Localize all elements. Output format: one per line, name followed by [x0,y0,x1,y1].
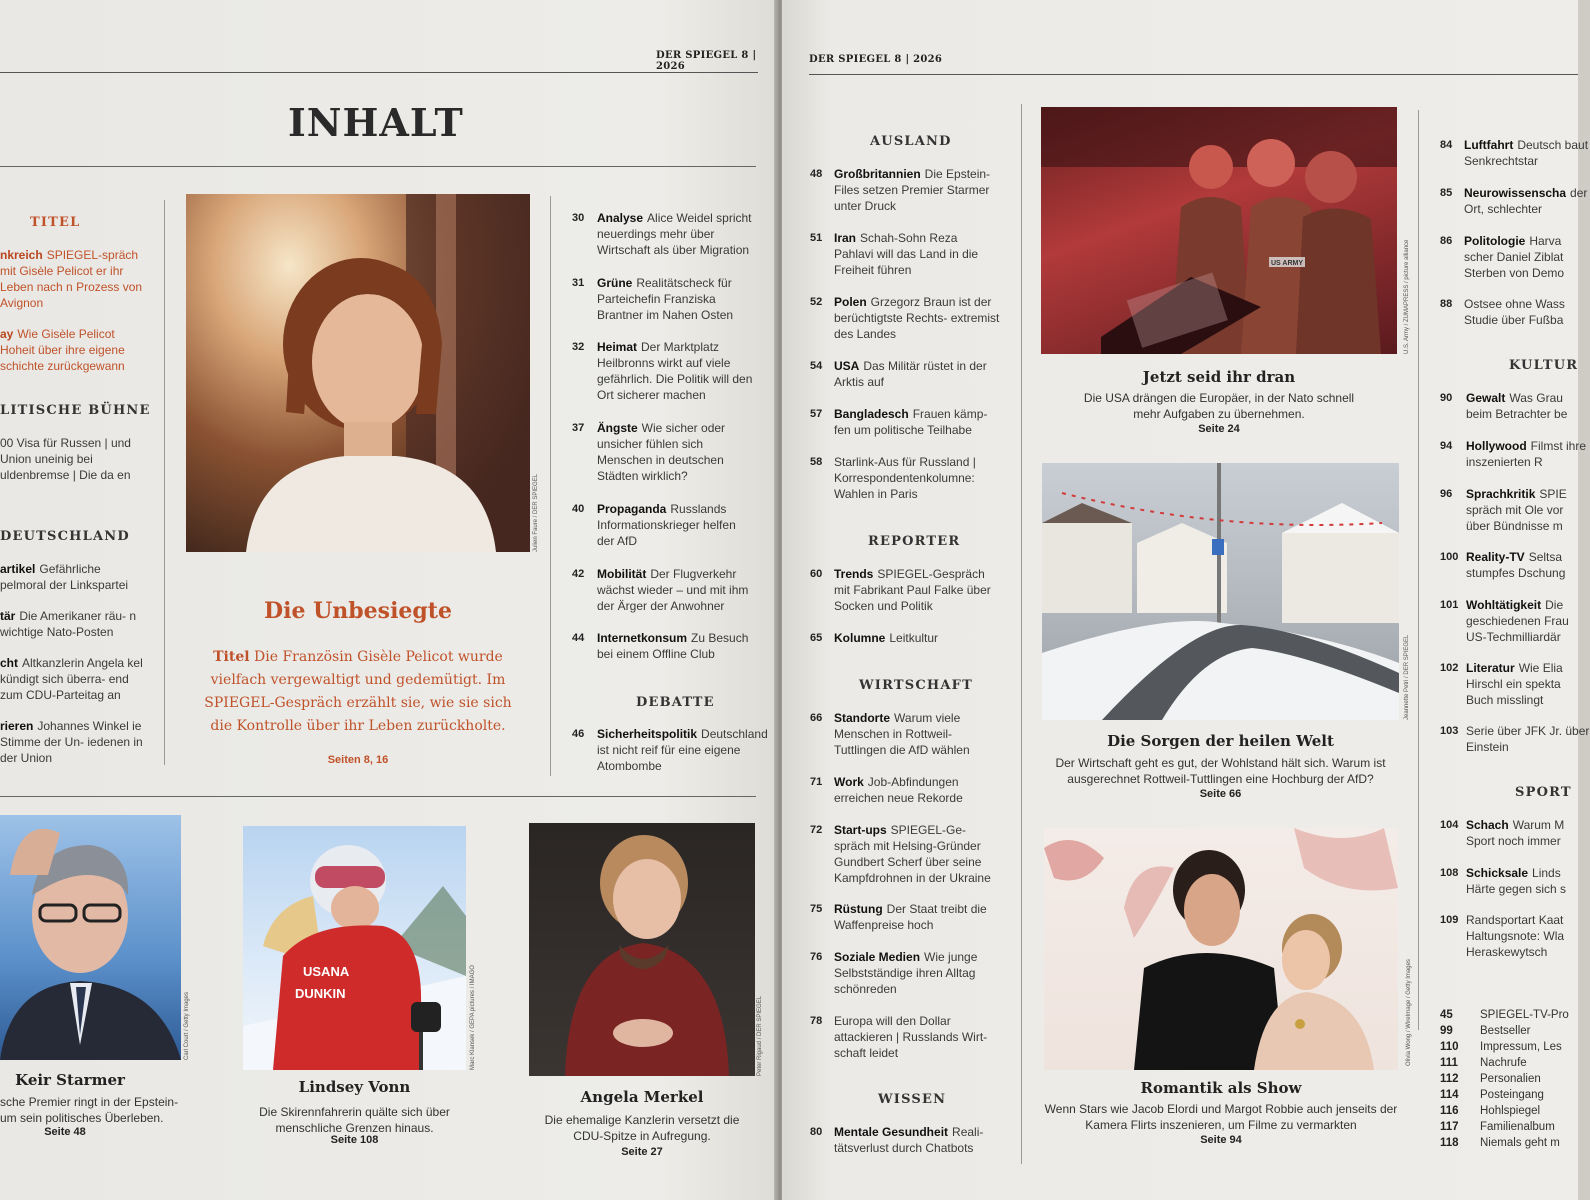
toc-entry-72[interactable]: 72 Start-ups SPIEGEL-Ge- spräch mit Helsing-Gründer Gundbert Scherf über seine Kampfdrohnen in der Ukraine [810,823,991,885]
vonn-illustration [243,826,466,1070]
rubrik-item[interactable]: 112 Personalien [1440,1073,1541,1085]
toc-entry-40[interactable]: 40 Propaganda Russlands Informationskrieger helfen der AfD [572,502,736,548]
toc-entry-76[interactable]: 76 Soziale Medien Wie junge Selbstständige ihren Alltag schönreden [810,950,978,996]
toc-entry-85[interactable]: 85 Neurowissenscha der Ort, schlechter [1440,186,1588,216]
photo3-text: Wenn Stars wie Jacob Elordi und Margot Robbie auch jenseits der Kamera Flirts inszenieren, um Filme zu vermarkten [1044,1102,1398,1132]
toc-entry-94[interactable]: 94 Hollywood Filmst ihre inszenierten R [1440,439,1587,469]
toc-entry-86[interactable]: 86 Politologie Harva scher Daniel Ziblat Sterben von Demo [1440,234,1565,280]
rubrik-item[interactable]: 111 Nachrufe [1440,1057,1527,1069]
section-reporter: REPORTER [868,534,961,549]
toc-entry-78[interactable]: 78 Europa will den Dollar attackieren | Russlands Wirt- schaft leidet [810,1014,988,1060]
buehne-entry[interactable]: 00 Visa für Russen | und Union uneinig bei uldenbremse | Die da en [0,436,131,482]
vonn-credit: Marc Klansek / GEPA pictures / IMAGO [470,965,476,1070]
column-rule-right-2 [1418,110,1419,1030]
vonn-jacket-usana: USANA [303,964,350,979]
vonn-name[interactable]: Lindsey Vonn [298,1078,411,1096]
hero-portrait-illustration [186,194,530,552]
toc-entry-54[interactable]: 54 USA Das Militär rüstet in der Arktis auf [810,359,987,389]
rubrik-item[interactable]: 116 Hohlspiegel [1440,1105,1541,1117]
left-page [0,0,778,1200]
toc-entry-101[interactable]: 101 Wohltätigkeit Die geschiedenen Frau US-Techmilliardär [1440,598,1569,644]
toc-entry-80[interactable]: 80 Mentale Gesundheit Reali- tätsverlust durch Chatbots [810,1125,984,1155]
merkel-credit: Peter Rigaud / DER SPIEGEL [757,995,763,1076]
toc-entry-44[interactable]: 44 Internetkonsum Zu Besuch bei einem Offline Club [572,631,749,661]
titel-entry-2[interactable]: ay Wie Gisèle Pelicot Hoheit über ihre eigene schichte zurückgewann [0,327,125,373]
starmer-illustration [0,815,181,1060]
toc-entry-102[interactable]: 102 Literatur Wie Elia Hirschl ein spekta Buch misslingt [1440,661,1563,707]
column-rule-right-1 [1021,104,1022,1164]
photo2-title[interactable]: Die Sorgen der heilen Welt [1107,732,1334,750]
toc-entry-58[interactable]: 58 Starlink-Aus für Russland | Korrespondentenkolumne: Wahlen in Paris [810,455,976,501]
section-sport: SPORT [1515,785,1572,800]
section-debatte: DEBATTE [636,695,715,710]
rubriken-list [1440,1007,1590,1151]
starmer-photo[interactable] [0,815,181,1060]
rubrik-item[interactable]: 99 Bestseller [1440,1025,1531,1037]
section-deutschland: DEUTSCHLAND [0,529,130,544]
hero-label: Titel [213,649,250,665]
title-rule [0,166,756,167]
toc-entry-32[interactable]: 32 Heimat Der Marktplatz Heilbronns wirkt auf viele gefährlich. Die Politik will den Ort sicherer machen [572,340,753,402]
column-rule-2 [550,196,551,776]
hero-photo[interactable] [186,194,530,552]
starmer-credit: Carl Court / Getty Images [184,991,190,1060]
toc-entry-60[interactable]: 60 Trends SPIEGEL-Gespräch mit Fabrikant Paul Falke über Socken und Politik [810,567,991,613]
photo2-page: Seite 66 [1199,788,1242,800]
hero-text: Die Französin Gisèle Pelicot wurde vielfach vergewaltigt und gedemütigt. Im SPIEGEL-Gespräch erzählt sie, wie sie sich die Kontrolle über ihr Leben zurückholte. [204,649,512,734]
toc-entry-46[interactable]: 46 Sicherheitspolitik Deutschland ist nicht reif für eine eigene Atombombe [572,727,768,773]
deutschland-entry-2[interactable]: tär Die Amerikaner räu- n wichtige Nato-Posten [0,609,137,639]
merkel-text: Die ehemalige Kanzlerin versetzt die CDU-Spitze in Aufregung. [544,1113,740,1143]
starmer-page: Seite 48 [44,1126,86,1138]
photo1-page: Seite 24 [1198,423,1240,435]
rubrik-item[interactable]: 114 Posteingang [1440,1089,1544,1101]
page-title: INHALT [288,100,464,145]
soldiers-photo[interactable] [1041,107,1397,354]
rubrik-item[interactable]: 45 SPIEGEL-TV-Pro [1440,1009,1569,1021]
section-politische-buehne: LITISCHE BÜHNE [0,403,151,418]
running-head-left: DER SPIEGEL 8 | 2026 [656,50,757,72]
couple-credit: Olivia Wong / WireImage / Getty Images [1406,959,1412,1066]
rubrik-item[interactable]: 118 Niemals geht m [1440,1137,1560,1149]
rubrik-item[interactable]: 110 Impressum, Les [1440,1041,1562,1053]
right-page [782,0,1590,1200]
hero-credit: Julien Faure / DER SPIEGEL [533,473,539,552]
toc-entry-37[interactable]: 37 Ängste Wie sicher oder unsicher fühlen sich Menschen in deutschen Städten wirklich? [572,421,726,483]
merkel-name[interactable]: Angela Merkel [580,1088,704,1106]
toc-entry-51[interactable]: 51 Iran Schah-Sohn Reza Pahlavi will das Land in die Freiheit führen [810,231,979,277]
photo1-title[interactable]: Jetzt seid ihr dran [1142,368,1296,386]
deutschland-entry-1[interactable]: artikel Gefährliche pelmoral der Linkspartei [0,562,129,592]
rubrik-item[interactable]: 117 Familienalbum [1440,1121,1555,1133]
toc-entry-30[interactable]: 30 Analyse Alice Weidel spricht neuerdings mehr über Wirtschaft als über Migration [572,211,752,257]
photo1-text: Die USA drängen die Europäer, in der Nato schnell mehr Aufgaben zu übernehmen. [1083,391,1355,421]
toc-entry-88[interactable]: 88 Ostsee ohne Wass Studie über Fußba [1440,297,1565,327]
merkel-illustration [529,823,755,1076]
couple-photo[interactable] [1044,828,1398,1070]
toc-entry-57[interactable]: 57 Bangladesch Frauen kämp- fen um politische Teilhabe [810,407,988,437]
toc-entry-109[interactable]: 109 Randsportart Kaat Haltungsnote: Wla Heraskewytsch [1440,913,1565,959]
starmer-name[interactable]: Keir Starmer [15,1071,125,1089]
toc-entry-71[interactable]: 71 Work Job-Abfindungen erreichen neue Rekorde [810,775,963,805]
toc-entry-104[interactable]: 104 Schach Warum M Sport noch immer [1440,818,1565,848]
hero-teaser[interactable] [196,646,520,738]
soldiers-illustration [1041,107,1397,354]
toc-entry-65[interactable]: 65 Kolumne Leitkultur [810,631,939,645]
toc-entry-84[interactable]: 84 Luftfahrt Deutsch baut Senkrechtstar [1440,138,1589,168]
vonn-text: Die Skirennfahrerin quälte sich über menschliche Grenzen hinaus. [259,1105,450,1135]
toc-entry-31[interactable]: 31 Grüne Realitätscheck für Parteichefin Franziska Brantner im Nahen Osten [572,276,734,322]
photo3-page: Seite 94 [1200,1134,1242,1146]
section-wirtschaft: WIRTSCHAFT [859,678,973,693]
toc-entry-48[interactable]: 48 Großbritannien Die Epstein-Files setzen Premier Starmer unter Druck [810,167,991,213]
photo2-text: Der Wirtschaft geht es gut, der Wohlstand hält sich. Warum ist ausgerechnet Rottweil-Tuttlingen eine Hochburg der AfD? [1055,756,1386,786]
titel-entry-1[interactable]: nkreich SPIEGEL-spräch mit Gisèle Pelicot er ihr Leben nach n Prozess von Avignon [0,248,143,310]
toc-entry-52[interactable]: 52 Polen Grzegorz Braun ist der berüchtigtste Rechts- extremist des Landes [810,295,1000,341]
toc-entry-90[interactable]: 90 Gewalt Was Grau beim Betrachter be [1440,391,1568,421]
top-rule-right [809,74,1578,75]
deutschland-entry-4[interactable]: rieren Johannes Winkel ie Stimme der Un- iedenen in der Union [0,719,143,765]
vonn-photo[interactable] [243,826,466,1070]
toc-entry-108[interactable]: 108 Schicksale Linds Härte gegen sich s [1440,866,1567,896]
toc-entry-96[interactable]: 96 Sprachkritik SPIE spräch mit Ole vor über Bündnisse m [1440,487,1567,533]
column-rule [164,200,165,765]
vonn-page: Seite 108 [330,1134,379,1146]
merkel-photo[interactable] [529,823,755,1076]
toc-entry-103[interactable]: 103 Serie über JFK Jr. über Einstein [1440,724,1590,754]
village-photo[interactable] [1042,463,1399,720]
merkel-page: Seite 27 [621,1146,663,1158]
deutschland-entry-3[interactable]: cht Altkanzlerin Angela kel kündigt sich überra- end zum CDU-Parteitag an [0,656,143,702]
bottom-rule [0,796,756,797]
hero-pages: Seiten 8, 16 [327,754,389,766]
village-credit: Jeannette Petri / DER SPIEGEL [1404,634,1410,720]
section-ausland: AUSLAND [870,134,952,149]
toc-entry-100[interactable]: 100 Reality-TV Seltsa stumpfes Dschung [1440,550,1566,580]
toc-entry-75[interactable]: 75 Rüstung Der Staat treibt die Waffenpreise hoch [810,902,987,932]
toc-entry-42[interactable]: 42 Mobilität Der Flugverkehr wächst wieder – und mit ihm der Ärger der Anwohner [572,567,749,613]
section-kultur: KULTUR [1509,358,1579,373]
starmer-text: sche Premier ringt in der Epstein- um sein politisches Überleben. [0,1095,179,1125]
couple-illustration [1044,828,1398,1070]
soldier-patch: US ARMY [1271,260,1304,267]
soldiers-credit: U.S. Army / ZUMAPRESS / picture alliance [1404,239,1410,354]
toc-entry-66[interactable]: 66 Standorte Warum viele Menschen in Rottweil- Tuttlingen die AfD wählen [810,711,970,757]
section-titel: TITEL [30,215,81,230]
top-rule [0,72,758,73]
vonn-jacket-dunkin: DUNKIN [295,986,346,1001]
running-head-right: DER SPIEGEL 8 | 2026 [809,54,943,65]
village-illustration [1042,463,1399,720]
section-wissen: WISSEN [878,1092,947,1107]
photo3-title[interactable]: Romantik als Show [1140,1079,1302,1097]
hero-title[interactable]: Die Unbesiegte [264,598,452,624]
